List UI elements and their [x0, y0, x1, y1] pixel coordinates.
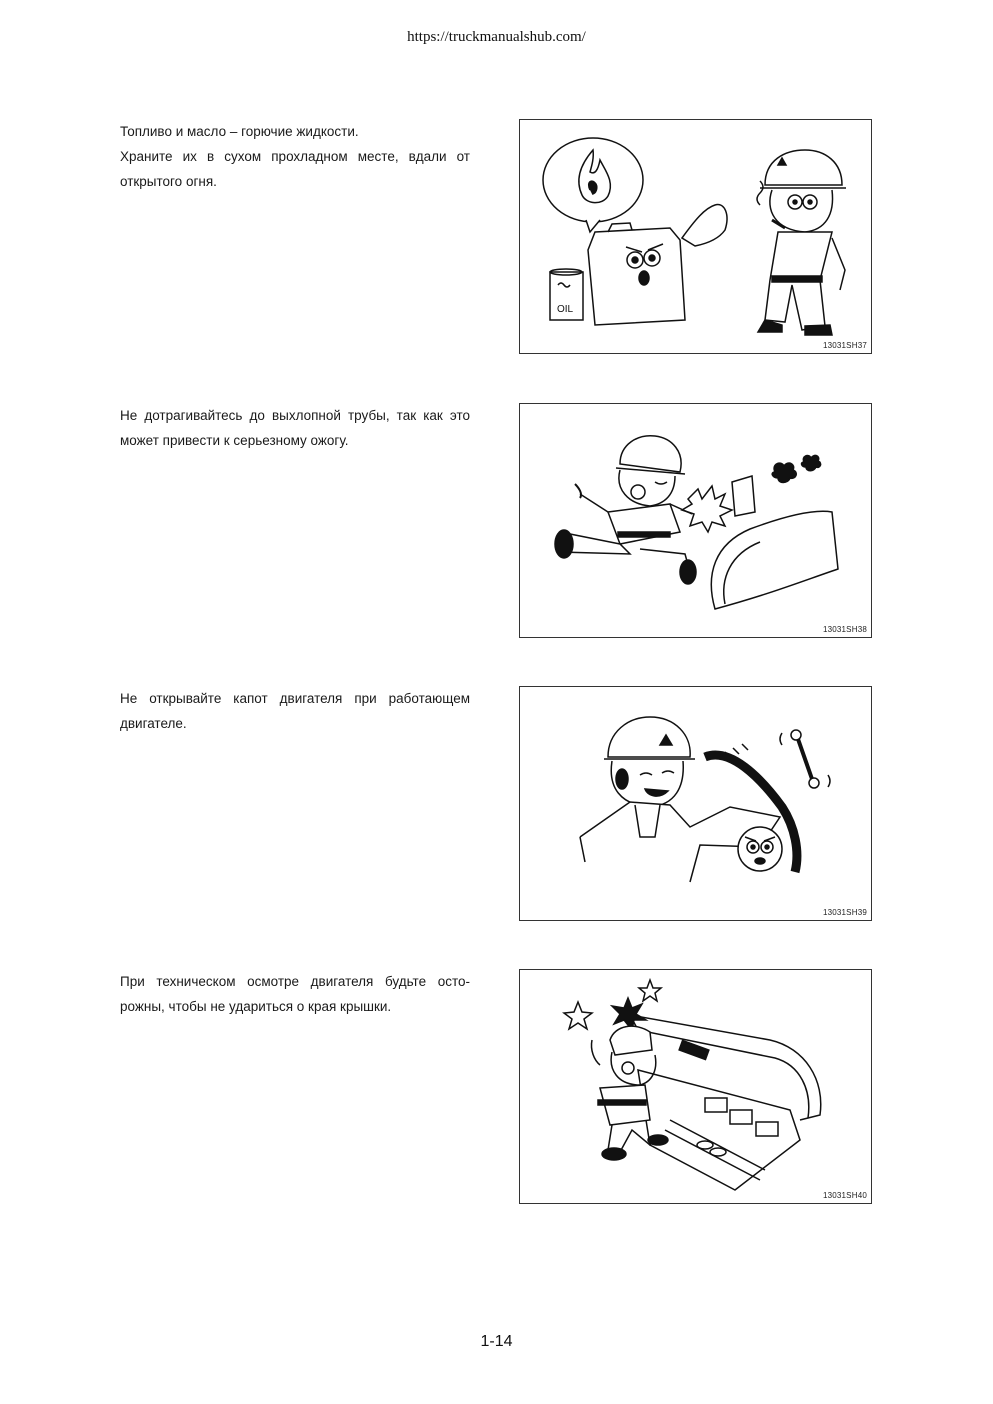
section-text — [120, 686, 470, 736]
text-line: При техническом осмотре двигателя будьте осто-рожны, чтобы не удариться о края крышки. — [120, 974, 470, 1014]
header-url: https://truckmanualshub.com/ — [407, 29, 586, 45]
exhaust-burn-drawing — [520, 404, 873, 639]
illustration-fuel-fire-hazard — [519, 119, 872, 354]
exhaust-pipe-icon — [732, 476, 755, 516]
page-number: 1-14 — [480, 1333, 513, 1350]
text-line: Храните их в сухом прохладном месте, вдали от открытого огня. — [120, 149, 470, 189]
figure-code: 13031SH38 — [822, 625, 867, 634]
figure-code: 13031SH40 — [822, 1191, 867, 1200]
illustration-engine-inspection-cover — [519, 969, 872, 1204]
hard-hat-icon — [610, 1026, 652, 1055]
section-text — [120, 969, 470, 1019]
wrench-icon — [798, 739, 812, 779]
star-icon — [639, 980, 661, 1001]
text-line: Не открывайте капот двигателя при работающем двигателе. — [120, 691, 470, 731]
hard-hat-icon — [765, 150, 842, 185]
hard-hat-icon — [608, 717, 690, 757]
engine-cover-icon — [711, 511, 838, 609]
text-line: Топливо и масло – горючие жидкости. — [120, 124, 359, 139]
safety-section-hood — [0, 686, 993, 926]
engine-hood-drawing — [520, 687, 873, 922]
text-line: Не дотрагивайтесь до выхлопной трубы, так как это может привести к серьезному ожогу. — [120, 408, 470, 448]
svg-text:OIL: OIL — [557, 304, 574, 315]
fuel-fire-drawing — [520, 120, 873, 355]
engine-inspection-drawing — [520, 970, 873, 1205]
section-text — [120, 119, 470, 194]
fuel-canister-icon — [588, 228, 685, 325]
section-text — [120, 403, 470, 453]
figure-code: 13031SH37 — [822, 341, 867, 350]
illustration-exhaust-burn — [519, 403, 872, 638]
figure-code: 13031SH39 — [822, 908, 867, 917]
star-icon — [564, 1002, 592, 1029]
illustration-engine-hood-open — [519, 686, 872, 921]
safety-section-inspection — [0, 969, 993, 1209]
safety-section-fuel — [0, 119, 993, 359]
safety-section-exhaust — [0, 403, 993, 643]
hard-hat-icon — [620, 436, 681, 472]
